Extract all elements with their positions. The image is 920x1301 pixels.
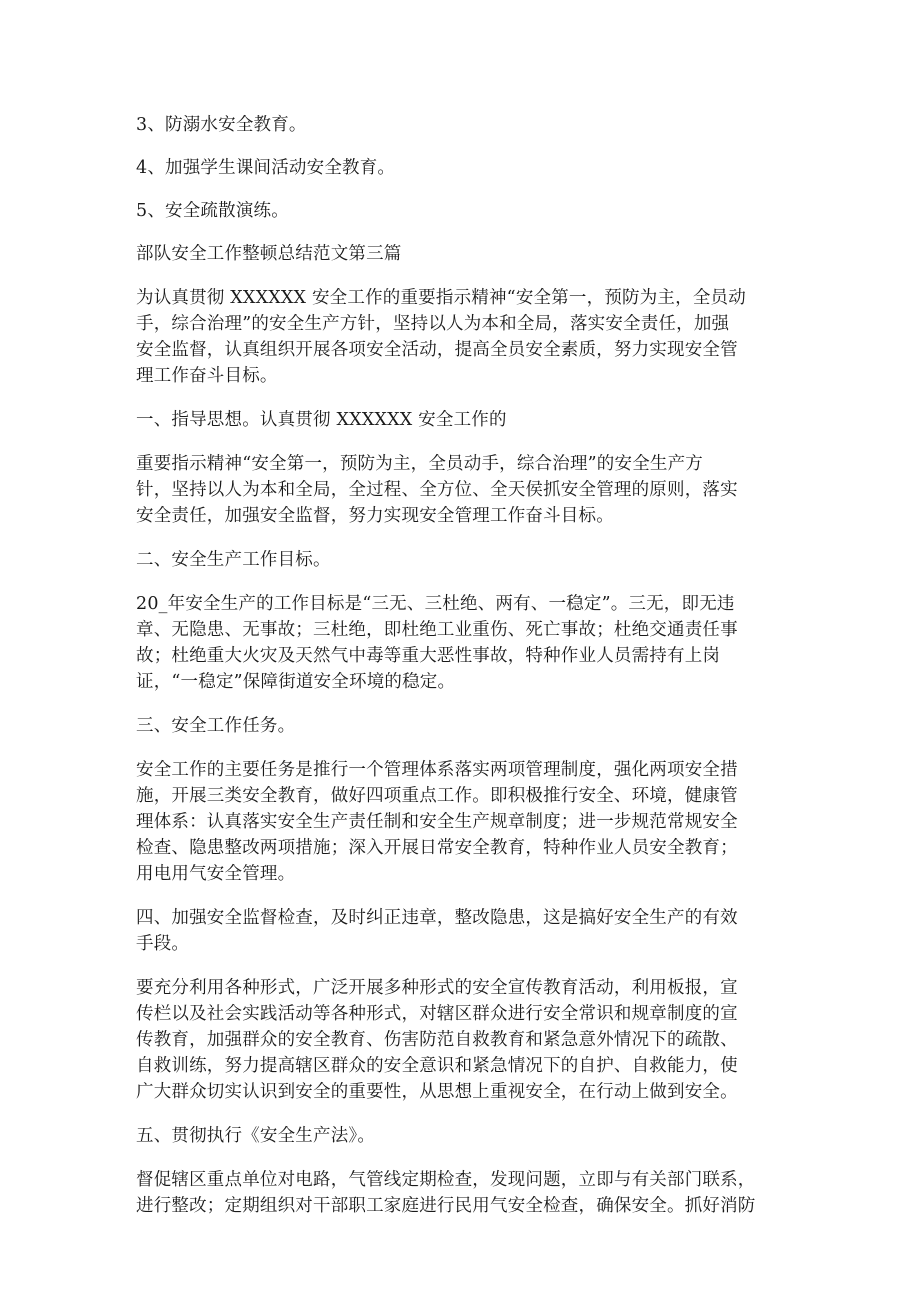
paragraph-line: 理工作奋斗目标。 [136,366,278,386]
paragraph-line: 安全监督，认真组织开展各项安全活动，提高全员安全素质，努力实现安全管 [136,340,738,360]
heading-text: 三、安全工作任务。 [136,716,296,736]
paragraph-safety-goals [136,591,796,695]
paragraph-line: 为认真贯彻 XXXXXX 安全工作的重要指示精神“安全第一，预防为主，全员动 [136,288,746,308]
paragraph-line: 证，“一稳定”保障街道安全环境的稳定。 [136,672,456,692]
heading-safety-law [136,1123,796,1149]
list-item [136,155,796,181]
list-item-text: 5、安全疏散演练。 [136,201,289,221]
heading-text: 一、指导思想。认真贯彻 XXXXXX 安全工作的 [136,410,507,430]
paragraph-line: 故；杜绝重大火灾及天然气中毒等重大恶性事故，特种作业人员需持有上岗 [136,646,721,666]
paragraph-line: 手，综合治理”的安全生产方针，坚持以人为本和全局，落实安全责任，加强 [136,314,730,334]
list-item [136,198,796,224]
list-item [136,112,796,138]
paragraph-line: 针，坚持以人为本和全局，全过程、全方位、全天侯抓安全管理的原则，落实 [136,480,738,500]
paragraph-line: 安全工作的主要任务是推行一个管理体系落实两项管理制度，强化两项安全措 [136,760,738,780]
heading-text: 手段。 [136,934,190,954]
heading-safety-goals [136,547,796,573]
paragraph-line: 安全责任，加强安全监督，努力实现安全管理工作奋斗目标。 [136,506,614,526]
paragraph-line: 要充分利用各种形式，广泛开展多种形式的安全宣传教育活动，利用板报，宣 [136,978,738,998]
paragraph-safety-tasks [136,757,796,887]
paragraph-line: 进行整改；定期组织对干部职工家庭进行民用气安全检查，确保安全。抓好消防 [136,1196,756,1216]
section-title-text: 部队安全工作整顿总结范文第三篇 [136,244,402,264]
paragraph-line: 检查、隐患整改两项措施；深入开展日常安全教育，特种作业人员安全教育； [136,838,738,858]
heading-text: 二、安全生产工作目标。 [136,550,331,570]
paragraph-line: 自救训练，努力提高辖区群众的安全意识和紧急情况下的自护、自救能力，使 [136,1056,738,1076]
heading-text: 五、贯彻执行《安全生产法》。 [136,1126,376,1146]
paragraph-line: 理体系：认真落实安全生产责任制和安全生产规章制度；进一步规范常规安全 [136,812,738,832]
paragraph-line: 重要指示精神“安全第一，预防为主，全员动手，综合治理”的安全生产方 [136,454,703,474]
paragraph-line: 传栏以及社会实践活动等各种形式，对辖区群众进行安全常识和规章制度的宣 [136,1004,738,1024]
list-item-text: 4、加强学生课间活动安全教育。 [136,158,396,178]
section-title [136,241,796,267]
paragraph-line: 用电用气安全管理。 [136,864,296,884]
paragraph-line: 章、无隐患、无事故；三杜绝，即杜绝工业重伤、死亡事故；杜绝交通责任事 [136,620,738,640]
heading-text: 四、加强安全监督检查，及时纠正违章，整改隐患，这是搞好安全生产的有效 [136,908,738,928]
paragraph-line: 20_年安全生产的工作目标是“三无、三杜绝、两有、一稳定”。三无，即无违 [136,594,735,614]
document-page [136,112,796,1237]
paragraph-line: 督促辖区重点单位对电路，气管线定期检查，发现问题，立即与有关部门联系， [136,1170,756,1190]
list-item-text: 3、防溺水安全教育。 [136,115,307,135]
paragraph-line: 广大群众切实认识到安全的重要性，从思想上重视安全，在行动上做到安全。 [136,1082,738,1102]
heading-guiding-ideology [136,407,796,433]
paragraph-line: 传教育，加强群众的安全教育、伤害防范自救教育和紧急意外情况下的疏散、 [136,1030,738,1050]
heading-safety-tasks [136,713,796,739]
paragraph-guiding-ideology [136,451,796,529]
paragraph-supervision [136,975,796,1105]
paragraph-safety-law [136,1167,796,1219]
intro-paragraph [136,285,796,389]
heading-supervision [136,905,796,957]
paragraph-line: 施，开展三类安全教育，做好四项重点工作。即积极推行安全、环境，健康管 [136,786,738,806]
